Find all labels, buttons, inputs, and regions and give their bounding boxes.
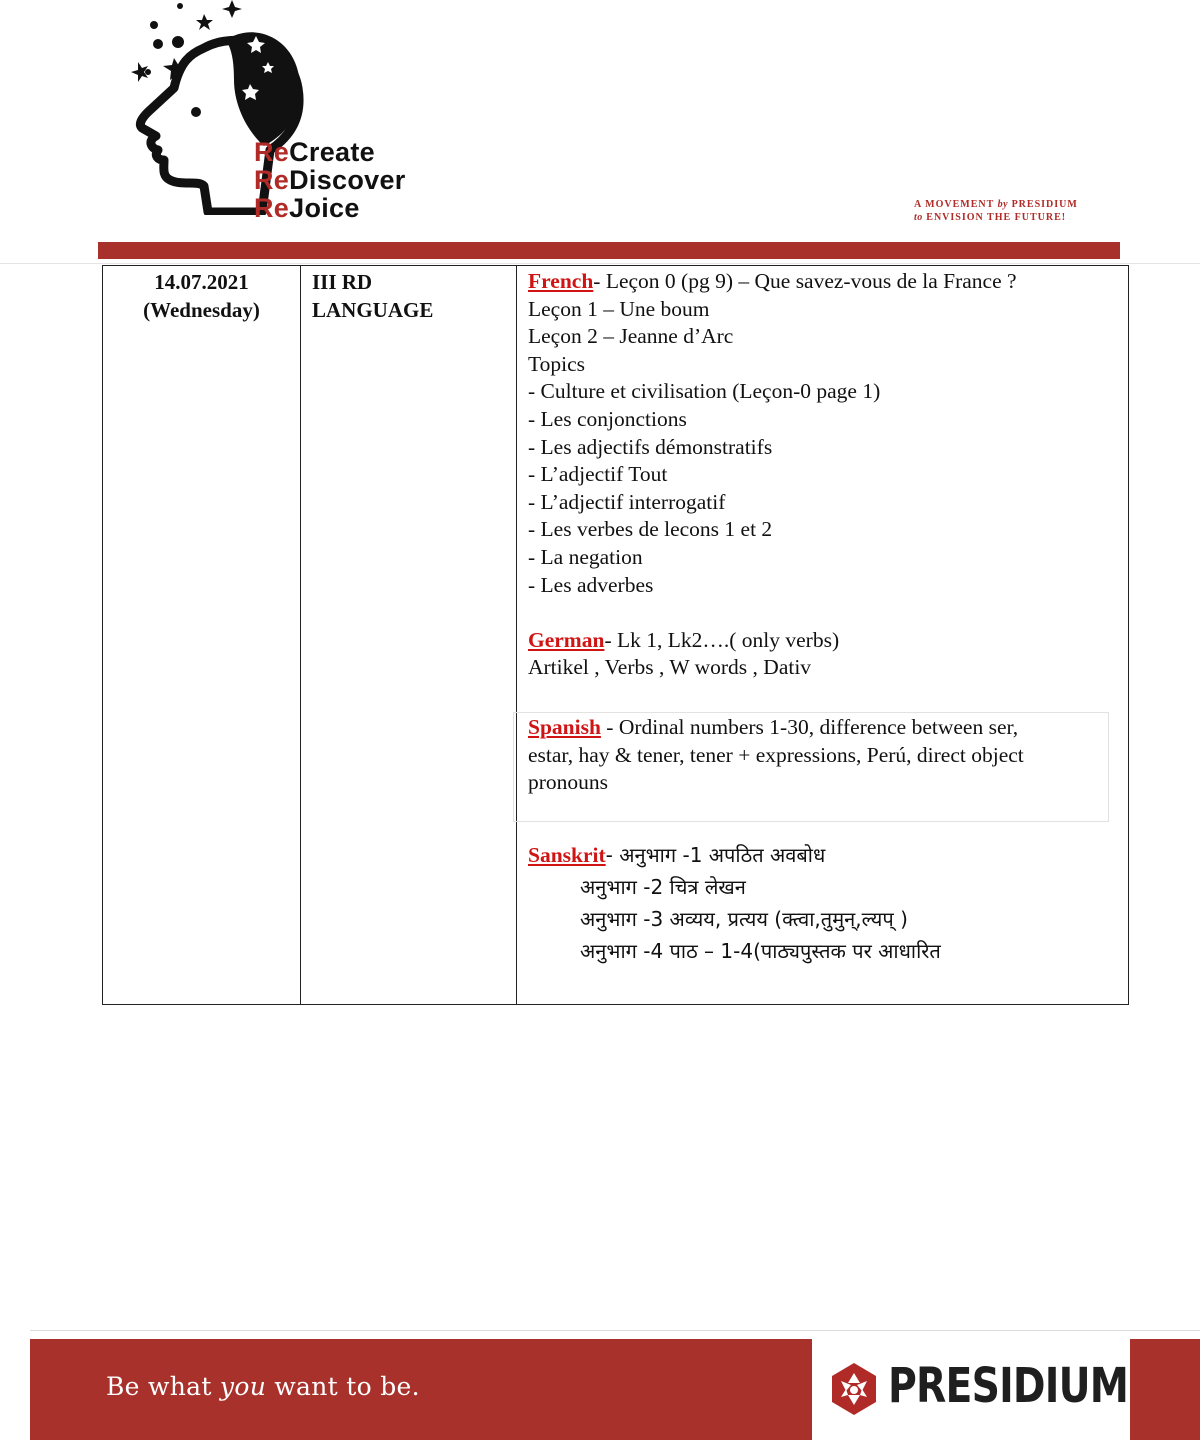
french-heading-line: French- Leçon 0 (pg 9) – Que savez-vous de la France ? bbox=[528, 269, 1017, 293]
french-line: Topics bbox=[528, 351, 586, 376]
french-line: - Les adjectifs démonstratifs bbox=[528, 434, 773, 459]
spanish-section-frame bbox=[513, 712, 1109, 822]
sanskrit-line: अनुभाग -2 चित्र लेखन bbox=[580, 874, 746, 899]
date-cell bbox=[103, 266, 301, 1004]
presidium-star-icon bbox=[826, 1361, 882, 1417]
french-line: - L’adjectif interrogatif bbox=[528, 489, 726, 514]
sanskrit-heading-line: Sanskrit- अनुभाग -1 अपठित अवबोध bbox=[528, 842, 826, 867]
spanish-line: estar, hay & tener, tener + expressions, Perú, direct object bbox=[528, 742, 1024, 767]
french-line: - La negation bbox=[528, 544, 643, 569]
sanskrit-line: अनुभाग -4 पाठ – 1-4(पाठ्यपुस्तक पर आधारित bbox=[580, 938, 941, 963]
logo-line-rejoice: ReJoice bbox=[254, 193, 360, 223]
presidium-tagline: A MOVEMENT by PRESIDIUM to ENVISION THE FUTURE! bbox=[914, 199, 1078, 223]
french-line: Leçon 2 – Jeanne d’Arc bbox=[528, 324, 734, 349]
footer-red-band-right bbox=[1130, 1339, 1200, 1440]
french-line: - Les conjonctions bbox=[528, 406, 687, 431]
syllabus-cell bbox=[517, 266, 1127, 1004]
spanish-heading-line: Spanish - Ordinal numbers 1-30, difference between ser, bbox=[528, 714, 1019, 739]
day-text: (Wednesday) bbox=[143, 298, 260, 322]
french-line: Leçon 1 – Une boum bbox=[528, 296, 710, 321]
french-label: French bbox=[528, 269, 594, 293]
french-line: - Culture et civilisation (Leçon-0 page 1) bbox=[528, 379, 881, 404]
footer-divider bbox=[30, 1330, 1200, 1331]
german-line: Artikel , Verbs , W words , Dativ bbox=[528, 655, 812, 680]
date-text: 14.07.2021 bbox=[154, 270, 249, 294]
sanskrit-line: अनुभाग -3 अव्यय, प्रत्यय (क्त्वा,तुमुन्,ल्यप् ) bbox=[580, 906, 908, 931]
header-divider bbox=[0, 263, 1200, 264]
french-line: - L’adjectif Tout bbox=[528, 462, 668, 487]
german-heading-line: German- Lk 1, Lk2….( only verbs) bbox=[528, 627, 840, 652]
recreate-logo-text bbox=[254, 138, 406, 222]
footer-slogan: Be what you want to be. bbox=[106, 1372, 420, 1401]
header-red-bar bbox=[98, 242, 1120, 259]
subject-line-1: III RD bbox=[312, 270, 373, 294]
subject-cell bbox=[301, 266, 517, 1004]
presidium-brand-name: PRESIDIUM bbox=[888, 1358, 1129, 1414]
exam-schedule-table bbox=[102, 265, 1129, 1005]
german-label: German bbox=[528, 627, 605, 652]
spanish-line: pronouns bbox=[528, 770, 609, 795]
sanskrit-label: Sanskrit bbox=[528, 842, 606, 867]
french-line: - Les verbes de lecons 1 et 2 bbox=[528, 517, 773, 542]
subject-line-2: LANGUAGE bbox=[312, 298, 434, 322]
logo-line-recreate: ReCreate bbox=[254, 137, 375, 167]
french-line: - Les adverbes bbox=[528, 572, 654, 597]
logo-line-rediscover: ReDiscover bbox=[254, 165, 406, 195]
spanish-label: Spanish bbox=[528, 714, 601, 739]
